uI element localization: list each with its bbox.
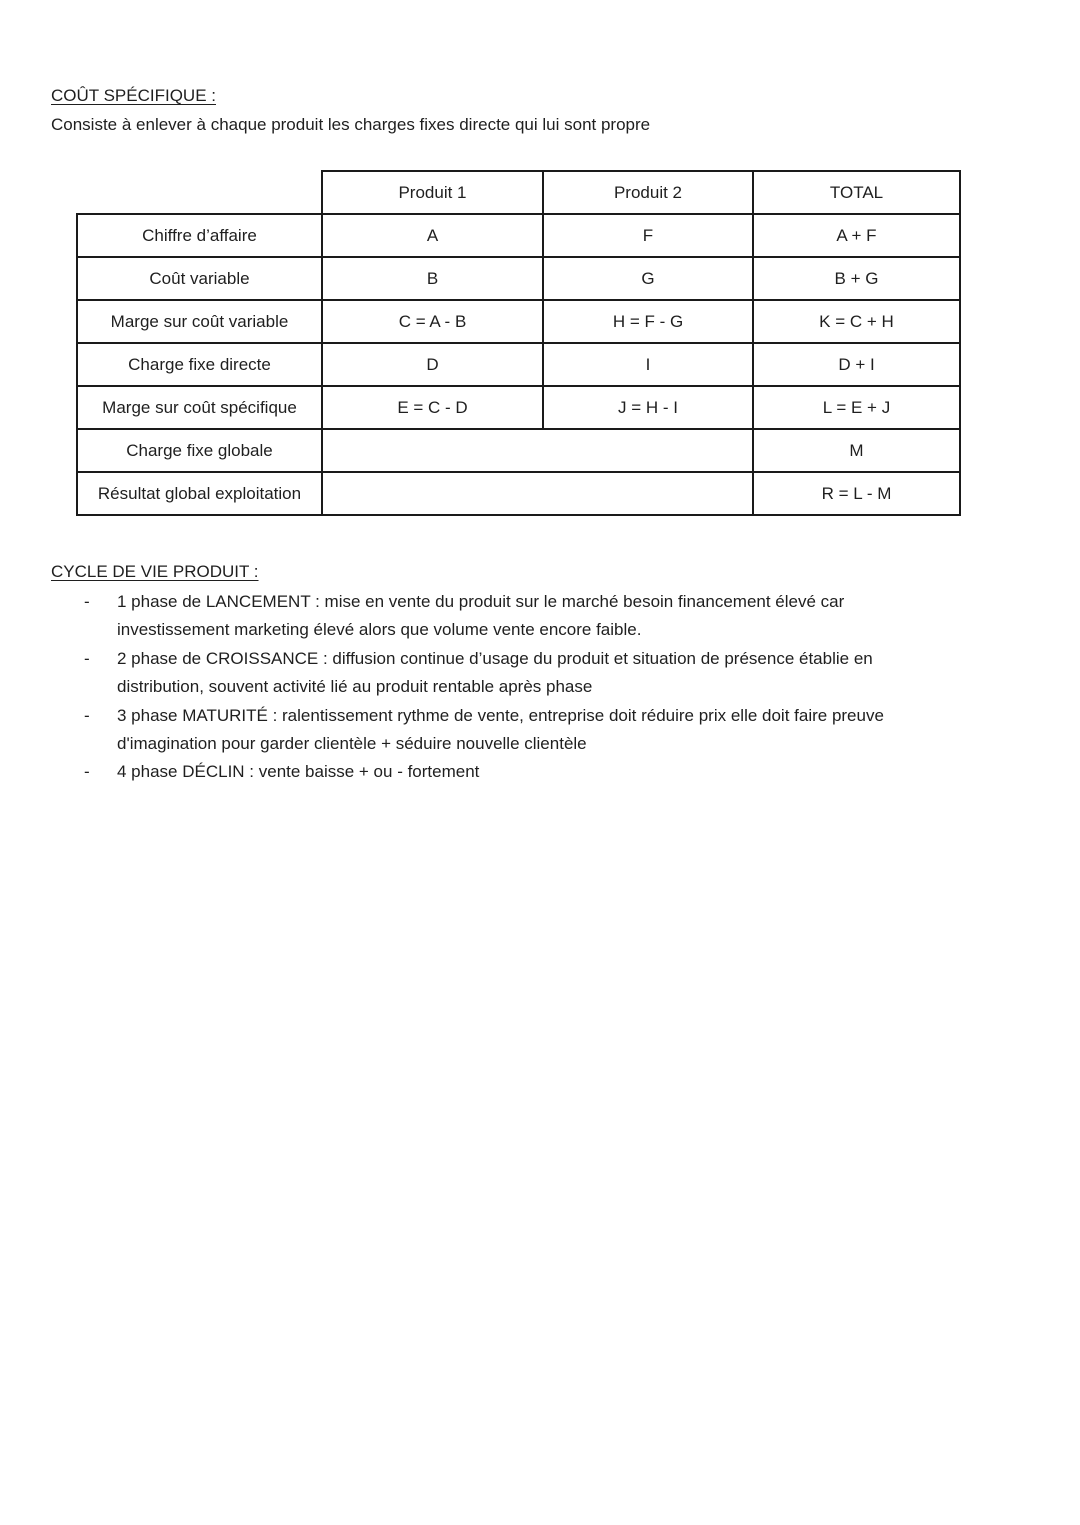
list-item bbox=[0, 588, 957, 645]
cell-produit-2: I bbox=[543, 343, 753, 386]
row-label: Coût variable bbox=[77, 257, 322, 300]
cell-total: M bbox=[753, 429, 960, 472]
bullet-dash: - bbox=[84, 762, 90, 782]
cell-produit-1: A bbox=[322, 214, 543, 257]
bullet-dash: - bbox=[84, 592, 90, 611]
list-item bbox=[0, 758, 957, 786]
cell-total: L = E + J bbox=[753, 386, 960, 429]
list-item-line: 3 phase MATURITÉ : ralentissement rythme de vente, entreprise doit réduire prix elle doit faire preuve bbox=[117, 705, 884, 725]
cell-total: A + F bbox=[753, 214, 960, 257]
list-item-line: distribution, souvent activité lié au produit rentable après phase bbox=[117, 677, 593, 697]
list-item bbox=[0, 702, 957, 759]
table-header-row bbox=[77, 171, 960, 214]
cell-total: D + I bbox=[753, 343, 960, 386]
cell-produit-1: B bbox=[322, 257, 543, 300]
cout-specifique-table bbox=[76, 170, 961, 516]
table-row bbox=[77, 300, 960, 343]
list-item-line: 2 phase de CROISSANCE : diffusion continue d’usage du produit et situation de présence établie en bbox=[117, 648, 873, 668]
bullet-dash: - bbox=[84, 648, 90, 668]
cell-produit-2: G bbox=[543, 257, 753, 300]
row-label: Charge fixe directe bbox=[77, 343, 322, 386]
cell-total: K = C + H bbox=[753, 300, 960, 343]
cell-produit-2: H = F - G bbox=[543, 300, 753, 343]
header-produit-2: Produit 2 bbox=[543, 171, 753, 214]
list-item bbox=[0, 645, 957, 702]
header-total: TOTAL bbox=[753, 171, 960, 214]
cell-produit-1: C = A - B bbox=[322, 300, 543, 343]
row-label: Chiffre d’affaire bbox=[77, 214, 322, 257]
list-item-line: d'imagination pour garder clientèle + séduire nouvelle clientèle bbox=[117, 734, 587, 754]
cell-total: R = L - M bbox=[753, 472, 960, 515]
cell-produit-1: E = C - D bbox=[322, 386, 543, 429]
table-row bbox=[77, 429, 960, 472]
header-produit-1: Produit 1 bbox=[322, 171, 543, 214]
cell-merged-empty bbox=[322, 472, 753, 515]
row-label: Charge fixe globale bbox=[77, 429, 322, 472]
cout-specifique-description: Consiste à enlever à chaque produit les charges fixes directe qui lui sont propre bbox=[51, 115, 651, 134]
row-label: Marge sur coût variable bbox=[77, 300, 322, 343]
list-item-line: 1 phase de LANCEMENT : mise en vente du produit sur le marché besoin financement élevé car bbox=[117, 592, 845, 611]
bullet-dash: - bbox=[84, 705, 90, 725]
table-row bbox=[77, 214, 960, 257]
cell-total: B + G bbox=[753, 257, 960, 300]
row-label: Résultat global exploitation bbox=[77, 472, 322, 515]
table-row bbox=[77, 472, 960, 515]
list-item-line: investissement marketing élevé alors que volume vente encore faible. bbox=[117, 620, 642, 640]
cell-produit-2: J = H - I bbox=[543, 386, 753, 429]
cout-specifique-heading: COÛT SPÉCIFIQUE : bbox=[51, 86, 216, 105]
table-row bbox=[77, 257, 960, 300]
cell-merged-empty bbox=[322, 429, 753, 472]
table-corner-cell bbox=[77, 171, 322, 214]
cycle-de-vie-heading: CYCLE DE VIE PRODUIT : bbox=[51, 562, 259, 581]
cell-produit-1: D bbox=[322, 343, 543, 386]
cycle-de-vie-list bbox=[0, 588, 957, 787]
table-row bbox=[77, 343, 960, 386]
list-item-line: 4 phase DÉCLIN : vente baisse + ou - fortement bbox=[117, 762, 480, 782]
table-row bbox=[77, 386, 960, 429]
cell-produit-2: F bbox=[543, 214, 753, 257]
row-label: Marge sur coût spécifique bbox=[77, 386, 322, 429]
